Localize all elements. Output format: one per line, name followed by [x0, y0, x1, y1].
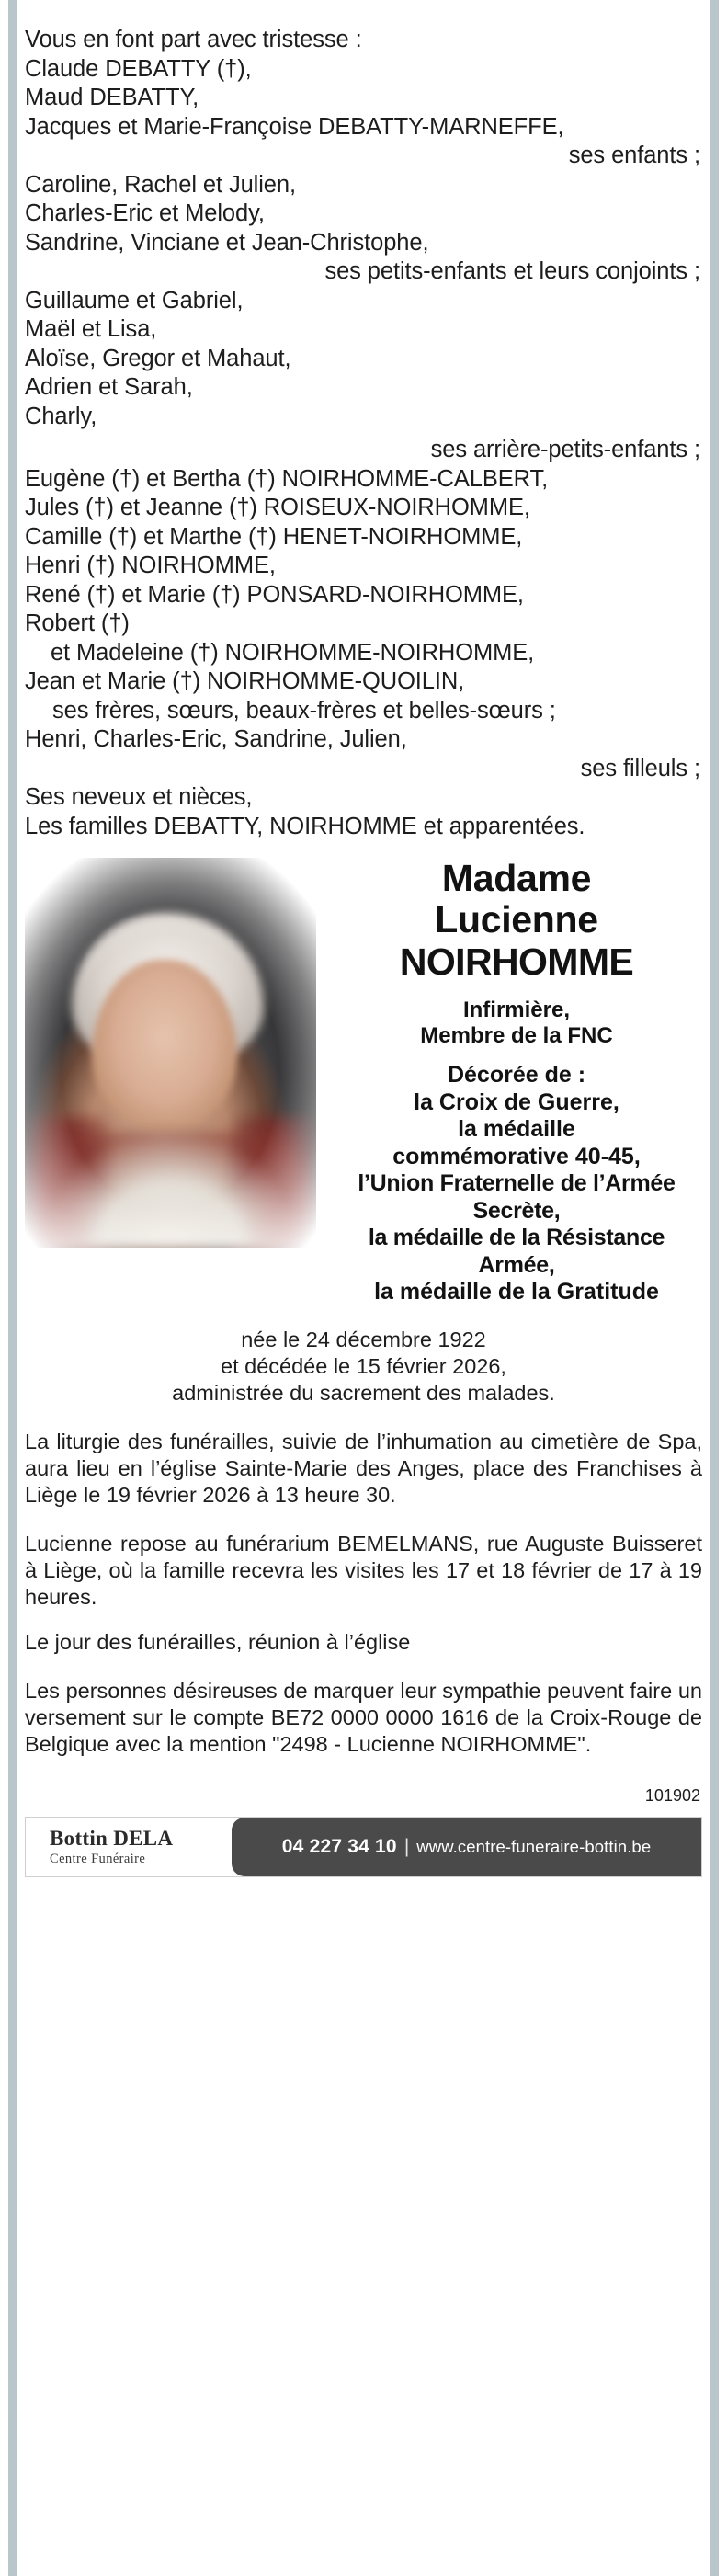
mourners-list — [25, 26, 702, 841]
intro-line: Vous en font part avec tristesse : — [25, 27, 362, 52]
phone-number[interactable]: 04 227 34 10 — [281, 1835, 397, 1857]
sibling-line: Jean et Marie (†) NOIRHOMME-QUOILIN, — [25, 668, 465, 694]
sibling-line: Jules (†) et Jeanne (†) ROISEUX-NOIRHOMME, — [25, 495, 530, 520]
child-line: Jacques et Marie-Françoise DEBATTY-MARNEFFE, — [25, 113, 564, 140]
birth-date: née le 24 décembre 1922 — [241, 1327, 486, 1351]
deceased-last-name: NOIRHOMME — [399, 940, 634, 983]
portrait-image — [25, 858, 316, 1248]
funeral-home-footer — [25, 1817, 702, 1877]
portrait-collar — [42, 1132, 299, 1249]
grandchild-line: Charles-Eric et Melody, — [25, 200, 265, 226]
decorated-intro: Décorée de : — [447, 1062, 586, 1088]
death-date: et décédée le 15 février 2026, — [221, 1353, 506, 1378]
donations-paragraph: Les personnes désireuses de marquer leur sympathie peuvent faire un versement sur le compte BE72 0000 0000 1616 de la Croix-Rouge de Belgique avec la mention "2498 - Lucienne NOIRHOMME". — [25, 1678, 702, 1756]
families-line: Les familles DEBATTY, NOIRHOMME et apparentées. — [25, 813, 585, 839]
brand-tagline: Centre Funéraire — [50, 1851, 146, 1866]
sacrament-note: administrée du sacrement des malades. — [172, 1380, 555, 1405]
page-rule-right — [710, 0, 719, 2576]
deceased-honorific: Madame — [441, 857, 592, 899]
grandchildren-label: ses petits-enfants et leurs conjoints ; — [324, 258, 700, 284]
page-outer-margin-right — [719, 0, 727, 2576]
funeral-home-logo — [26, 1818, 232, 1876]
announcement-content — [25, 0, 702, 1877]
sibling-line: et Madeleine (†) NOIRHOMME-NOIRHOMME, — [25, 639, 535, 666]
child-line: Claude DEBATTY (†), — [25, 55, 252, 82]
decoration-line: la médaille de la Gratitude — [374, 1279, 659, 1305]
great-grandchild-line: Charly, — [25, 403, 97, 429]
funeral-home-contact-bar — [232, 1818, 701, 1876]
website-link[interactable]: www.centre-funeraire-bottin.be — [416, 1836, 652, 1856]
siblings-label: ses frères, sœurs, beaux-frères et belles-sœurs ; — [52, 697, 556, 724]
great-grandchild-line: Maël et Lisa, — [25, 316, 157, 342]
decoration-line: l’Union Fraternelle de l’Armée Secrète, — [358, 1170, 676, 1224]
decoration-line: la Croix de Guerre, — [414, 1089, 619, 1115]
great-grandchildren-label: ses arrière-petits-enfants ; — [430, 437, 700, 462]
profession-line-1: Infirmière, — [462, 997, 571, 1022]
page-outer-margin-left — [0, 0, 8, 2576]
deceased-title-column — [316, 858, 702, 1306]
great-grandchild-line: Guillaume et Gabriel, — [25, 287, 244, 313]
life-dates-block — [25, 1327, 702, 1407]
portrait-photo — [25, 858, 316, 1248]
page-rule-left — [8, 0, 17, 2576]
nephews-line: Ses neveux et nièces, — [25, 784, 253, 810]
deceased-first-name: Lucienne — [435, 898, 598, 940]
decoration-line: la médaille — [458, 1116, 575, 1142]
great-grandchild-line: Adrien et Sarah, — [25, 374, 193, 400]
great-grandchild-line: Aloïse, Gregor et Mahaut, — [25, 345, 291, 371]
contact-separator: | — [403, 1835, 410, 1857]
liturgy-paragraph: La liturgie des funérailles, suivie de l’inhumation au cimetière de Spa, aura lieu en l’église Sainte-Marie des Anges, place des Franchises à Liège le 19 février 2026 à 13 heure 30. — [25, 1429, 702, 1507]
children-label: ses enfants ; — [568, 142, 700, 168]
reunion-paragraph: Le jour des funérailles, réunion à l’église — [25, 1629, 411, 1654]
reference-number: 101902 — [644, 1785, 700, 1805]
decoration-line: commémorative 40-45, — [392, 1143, 641, 1169]
funerarium-paragraph: Lucienne repose au funérarium BEMELMANS, rue Auguste Buisseret à Liège, où la famille recevra les visites les 17 et 18 février de 17 à 19 heures. — [25, 1531, 702, 1609]
sibling-line: Henri (†) NOIRHOMME, — [25, 553, 276, 578]
grandchild-line: Sandrine, Vinciane et Jean-Christophe, — [25, 229, 429, 256]
godchildren-label: ses filleuls ; — [580, 755, 700, 781]
brand-name: Bottin DELA — [50, 1826, 174, 1850]
deceased-profession — [331, 997, 702, 1049]
profession-line-2: Membre de la FNC — [420, 1023, 613, 1048]
grandchild-line: Caroline, Rachel et Julien, — [25, 171, 296, 198]
child-line: Maud DEBATTY, — [25, 85, 199, 110]
decorations-block — [331, 1062, 702, 1306]
sibling-line: René (†) et Marie (†) PONSARD-NOIRHOMME, — [25, 581, 524, 608]
deceased-hero-block — [25, 858, 702, 1306]
sibling-line: Eugène (†) et Bertha (†) NOIRHOMME-CALBERT, — [25, 465, 549, 492]
decoration-line: la médaille de la Résistance Armée, — [368, 1225, 665, 1278]
godchildren-line: Henri, Charles-Eric, Sandrine, Julien, — [25, 726, 407, 752]
sibling-line: Camille (†) et Marthe (†) HENET-NOIRHOMME, — [25, 523, 523, 550]
sibling-line: Robert (†) — [25, 610, 130, 636]
